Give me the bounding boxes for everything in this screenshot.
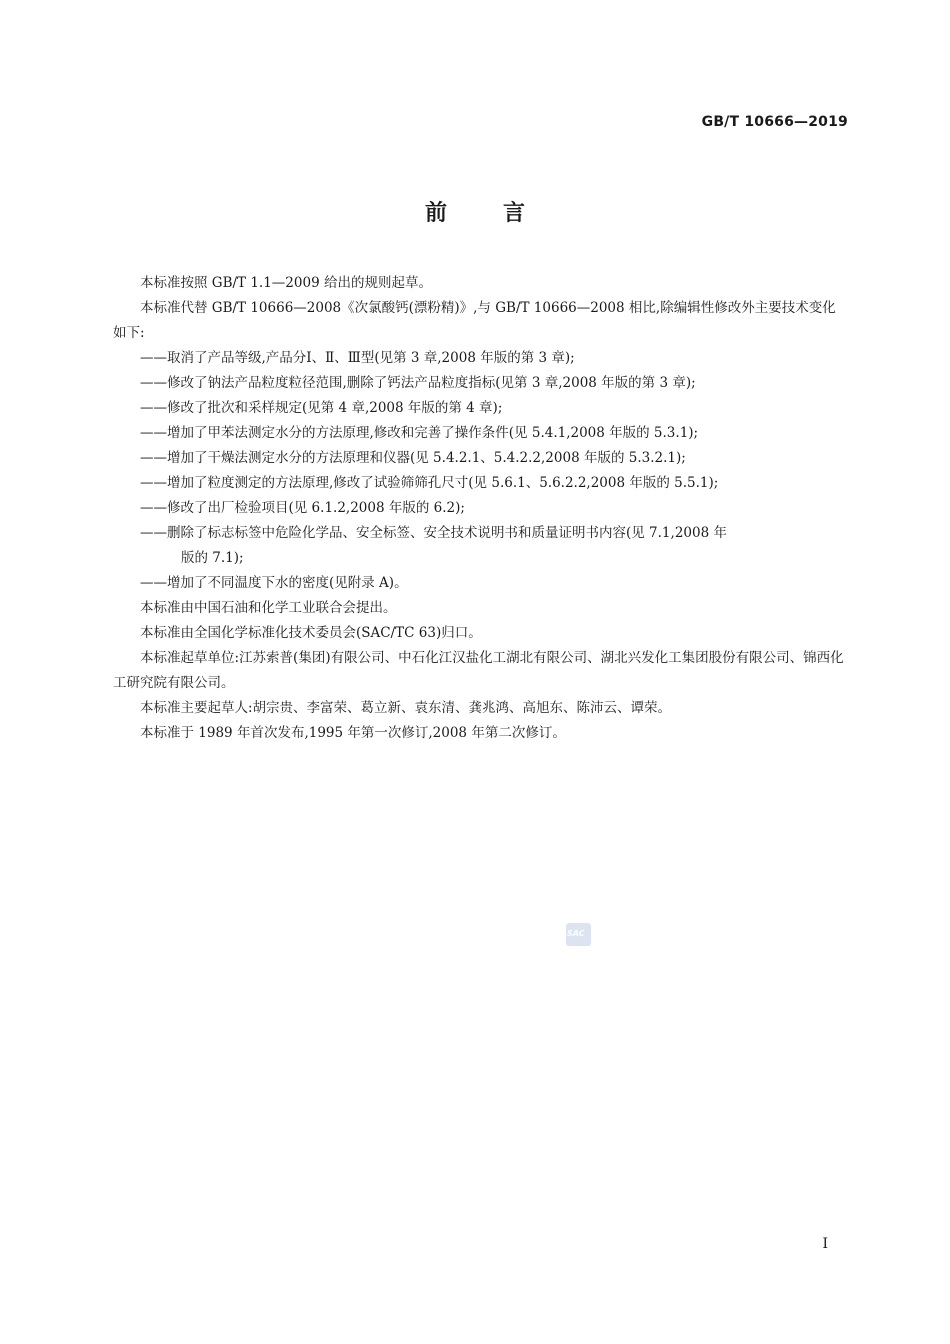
change-text: 增加了干燥法测定水分的方法原理和仪器(见 5.4.2.1、5.4.2.2,2008 年版的 5.3.2.1); [167,450,686,466]
change-text: 增加了粒度测定的方法原理,修改了试验筛筛孔尺寸(见 5.6.1、5.6.2.2,2008 年版的 5.5.1); [167,475,719,491]
sac-watermark-text: SAC [567,929,585,938]
dash-marker: —— [140,500,167,516]
dash-marker: —— [140,475,167,491]
paragraph-proposer: 本标准由中国石油和化学工业联合会提出。 [140,600,397,616]
paragraph-drafters: 本标准主要起草人:胡宗贵、李富荣、葛立新、袁东清、龚兆鸿、高旭东、陈沛云、谭荣。 [140,700,672,716]
standard-number: GB/T 10666—2019 [701,114,848,130]
paragraph-committee: 本标准由全国化学标准化技术委员会(SAC/TC 63)归口。 [140,625,482,641]
dash-marker: —— [140,425,167,441]
paragraph-history: 本标准于 1989 年首次发布,1995 年第一次修订,2008 年第二次修订。 [140,725,566,741]
dash-marker: —— [140,525,167,541]
change-text: 取消了产品等级,产品分Ⅰ、Ⅱ、Ⅲ型(见第 3 章,2008 年版的第 3 章); [167,350,575,366]
foreword-body [113,271,849,746]
page-number: I [822,1236,828,1252]
change-text: 删除了标志标签中危险化学品、安全标签、安全技术说明书和质量证明书内容(见 7.1,2008 年 [167,525,727,541]
change-text: 增加了不同温度下水的密度(见附录 A)。 [167,575,408,591]
change-item [113,371,849,396]
change-item [113,496,849,521]
page-title: 前言 [424,201,581,226]
change-item [113,446,849,471]
change-text: 增加了甲苯法测定水分的方法原理,修改和完善了操作条件(见 5.4.1,2008 年版的 5.3.1); [167,425,699,441]
paragraph-drafting-rules: 本标准按照 GB/T 1.1—2009 给出的规则起草。 [140,275,432,291]
sac-watermark-logo [566,923,591,946]
paragraph-replacement: 本标准代替 GB/T 10666—2008《次氯酸钙(漂粉精)》,与 GB/T 10666—2008 相比,除编辑性修改外主要技术变化如下: [113,300,836,341]
dash-marker: —— [140,400,167,416]
change-item [113,571,849,596]
change-item [113,471,849,496]
paragraph-drafting-units: 本标准起草单位:江苏索普(集团)有限公司、中石化江汉盐化工湖北有限公司、湖北兴发化工集团股份有限公司、锦西化工研究院有限公司。 [113,650,844,691]
dash-marker: —— [140,375,167,391]
change-text-continued: 版的 7.1); [181,550,244,566]
change-text: 修改了批次和采样规定(见第 4 章,2008 年版的第 4 章); [167,400,503,416]
dash-marker: —— [140,450,167,466]
dash-marker: —— [140,575,167,591]
change-item [113,521,849,571]
change-item [113,421,849,446]
change-item [113,346,849,371]
dash-marker: —— [140,350,167,366]
change-item [113,396,849,421]
change-text: 修改了出厂检验项目(见 6.1.2,2008 年版的 6.2); [167,500,465,516]
change-text: 修改了钠法产品粒度粒径范围,删除了钙法产品粒度指标(见第 3 章,2008 年版的第 3 章); [167,375,696,391]
